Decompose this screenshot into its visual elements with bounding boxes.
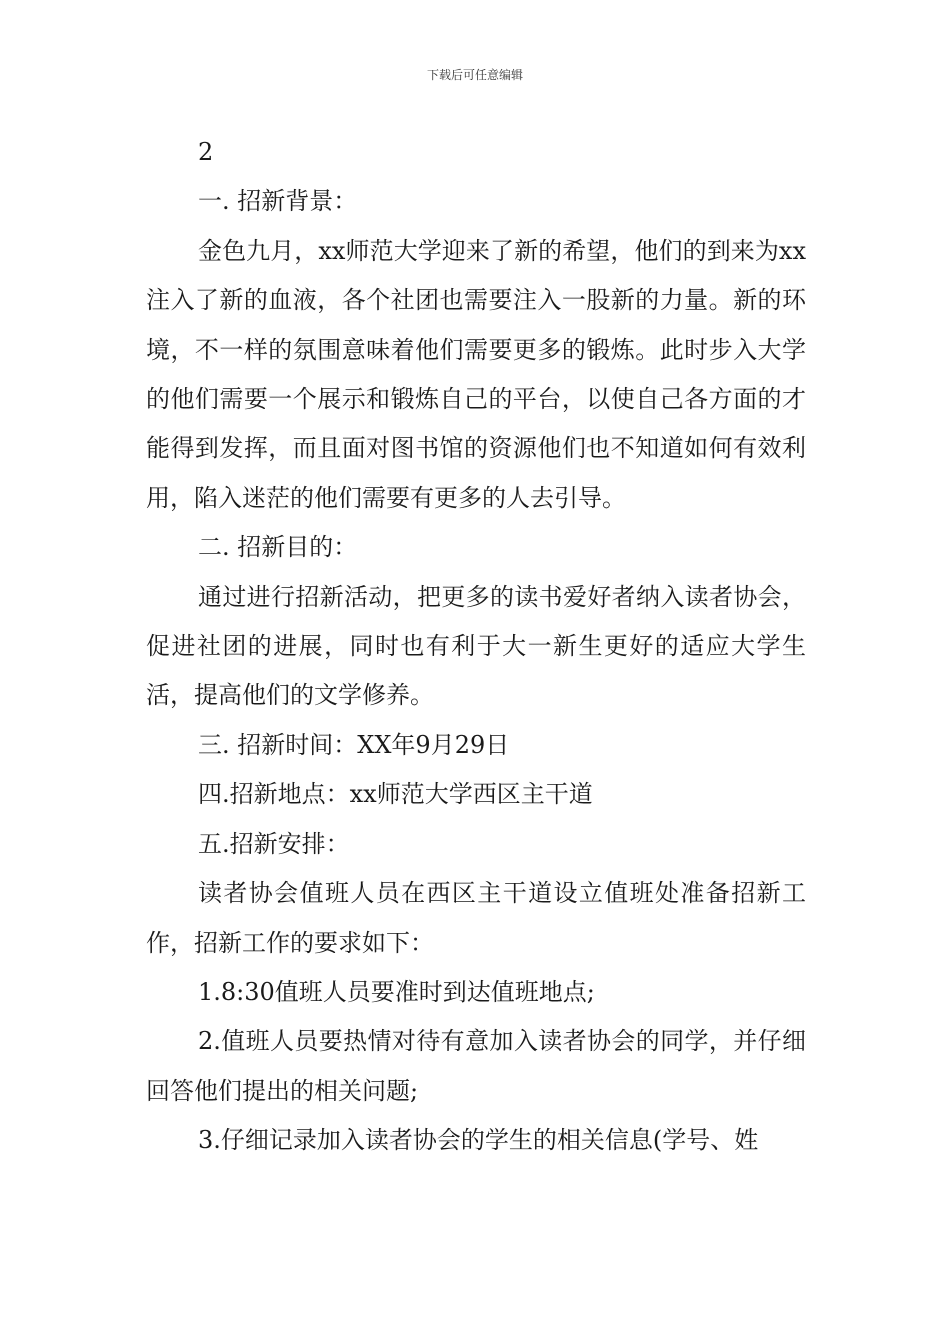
paragraph-arrangement: 读者协会值班人员在西区主干道设立值班处准备招新工作，招新工作的要求如下： [146, 879, 806, 957]
page-header: 下载后可任意编辑 [426, 68, 523, 82]
list-item-2: 2.值班人员要热情对待有意加入读者协会的同学，并仔细回答他们提出的相关问题; [146, 1027, 806, 1105]
heading-location: 四.招新地点：xx师范大学西区主干道 [198, 780, 593, 809]
document-body [146, 128, 806, 1166]
paragraph-background: 金色九月，xx师范大学迎来了新的希望，他们的到来为xx注入了新的血液，各个社团也需要注入一股新的力量。新的环境，不一样的氛围意味着他们需要更多的锻炼。此时步入大学的他们需要一个展示和锻炼自己的平台，以使自己各方面的才能得到发挥，而且面对图书馆的资源他们也不知道如何有效利用，陷入迷茫的他们需要有更多的人去引导。 [146, 236, 806, 512]
page-number: 2 [198, 138, 214, 166]
heading-arrangement: 五.招新安排： [198, 829, 350, 858]
heading-background: 一. 招新背景： [198, 187, 358, 216]
paragraph-purpose: 通过进行招新活动，把更多的读书爱好者纳入读者协会，促进社团的进展，同时也有利于大一新生更好的适应大学生活，提高他们的文学修养。 [146, 582, 806, 710]
list-item-1: 1.8:30值班人员要准时到达值班地点; [198, 977, 595, 1006]
list-item-3: 3.仔细记录加入读者协会的学生的相关信息(学号、姓 [198, 1126, 759, 1155]
heading-purpose: 二. 招新目的： [198, 533, 358, 562]
heading-time: 三. 招新时间：XX年9月29日 [198, 730, 510, 759]
